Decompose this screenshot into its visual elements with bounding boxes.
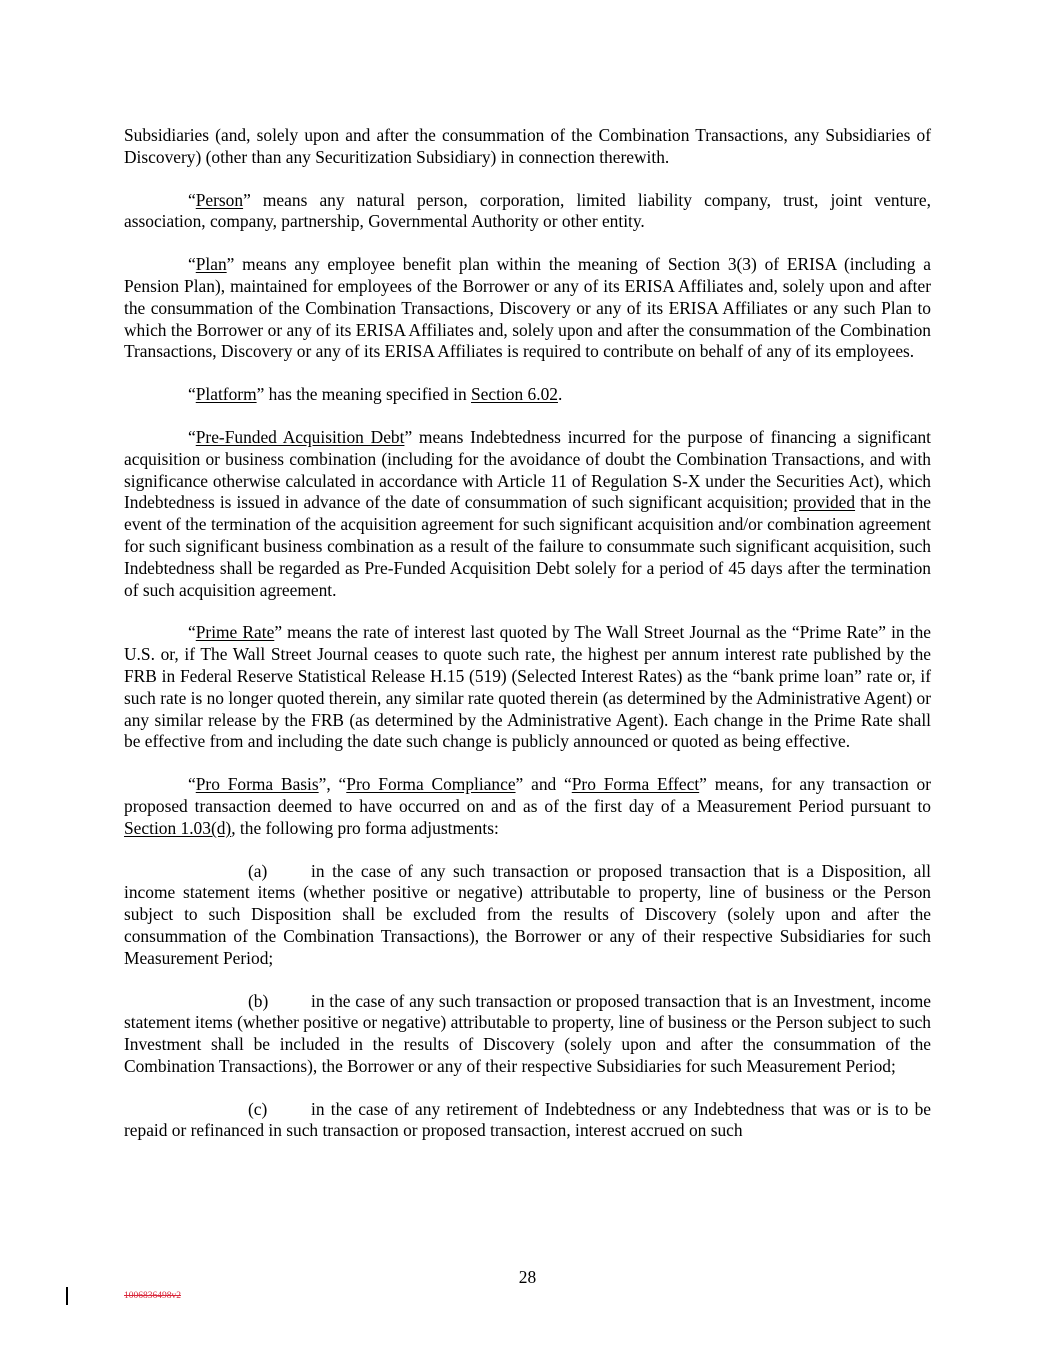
definition-prime-rate — [124, 622, 931, 753]
defined-term-plan: Plan — [195, 254, 227, 275]
clause-label: (b) — [248, 990, 269, 1011]
clause-label: (a) — [248, 860, 268, 881]
defined-term-platform: Platform — [195, 384, 257, 405]
open-quote: “ — [188, 189, 196, 210]
definition-text: ” has the meaning specified in — [256, 384, 472, 405]
definition-text: ” means the rate of interest last quoted by The Wall Street Journal as the “Prime Rate” in the U.S. or, if The Wall Street Journal ceases to quote such rate, the highest per annum interest rate published by the FRB in Federal Reserve Statistical Release H.15 (519) (Selected Interest Rates) as the “bank prime loan” rate or, if such rate is no longer quoted therein, any similar rate quoted therein (as determined by the Administrative Agent) or any similar release by the FRB (as determined by the Administrative Agent). Each change in the Prime Rate shall be effective from and including the date such change is publicly announced or quoted as being effective. — [124, 622, 931, 752]
definition-text: ” means Indebtedness incurred for the purpose of financing a significant acquisition or business combination (including for the avoidance of doubt the Combination Transactions, and with significance otherwise calculated in accordance with Article 11 of Regulation S-X under the Securities Act), which Indebtedness is issued in advance of the date of consummation of such significant acquisition; — [124, 426, 931, 513]
change-bar — [66, 1287, 68, 1305]
definition-text: ” means any employee benefit plan within the meaning of Section 3(3) of ERISA (including a Pension Plan), maintained for employees of the Borrower or any of its ERISA Affiliates and, solely upon and after the consummation of the Combination Transactions, Discovery or any of its ERISA Affiliates or any such Plan to which the Borrower or any of its ERISA Affiliates and, solely upon and after the consummation of the Combination Transactions, Discovery or any of its ERISA Affiliates is required to contribute on behalf of any of its employees. — [124, 254, 931, 362]
term-separator: ” and “ — [515, 774, 572, 795]
open-quote: “ — [188, 426, 196, 447]
page-number: 28 — [518, 1267, 537, 1287]
term-separator: ”, “ — [318, 774, 347, 795]
definition-pre-funded-acquisition-debt — [124, 427, 931, 601]
definition-end: . — [557, 384, 563, 405]
defined-term-pro-forma-basis: Pro Forma Basis — [195, 774, 319, 795]
clause-c — [124, 1099, 931, 1143]
open-quote: “ — [188, 384, 196, 405]
defined-term-person: Person — [195, 189, 244, 210]
section-reference: Section 6.02 — [471, 384, 558, 405]
defined-term-prime-rate: Prime Rate — [195, 622, 275, 643]
defined-term-pro-forma-compliance: Pro Forma Compliance — [346, 774, 516, 795]
clause-text: in the case of any such transaction or proposed transaction that is an Investment, income statement items (whether positive or negative) attributable to property, line of business or the Person subject to such Investment shall be included in the results of Discovery (solely upon and after the consummation of the Combination Transactions), the Borrower or any of their respective Subsidiaries for such Measurement Period; — [124, 990, 931, 1076]
proviso-term: provided — [793, 492, 856, 513]
definition-plan — [124, 254, 931, 363]
document-body — [124, 125, 931, 1163]
definition-person — [124, 190, 931, 234]
clause-text: in the case of any retirement of Indebtedness or any Indebtedness that was or is to be repaid or refinanced in such transaction or proposed transaction, interest accrued on such — [124, 1098, 931, 1141]
open-quote: “ — [188, 774, 196, 795]
defined-term-pre-funded-acquisition-debt: Pre-Funded Acquisition Debt — [195, 426, 405, 447]
clause-b — [124, 991, 931, 1078]
paragraph-continuation: Subsidiaries (and, solely upon and after the consummation of the Combination Transactions, any Subsidiaries of Discovery) (other than any Securitization Subsidiary) in connection therewith. — [124, 125, 931, 167]
definition-pro-forma — [124, 774, 931, 839]
clause-a — [124, 861, 931, 970]
definition-text: ” means, for any transaction or proposed transaction deemed to have occurred on and as of the first day of a Measurement Period pursuant to — [124, 774, 931, 816]
clause-text: in the case of any such transaction or proposed transaction that is a Disposition, all income statement items (whether positive or negative) attributable to property, line of business or the Person subject to such Disposition shall be excluded from the results of Discovery (solely upon and after the consummation of the Combination Transactions), the Borrower or any of their respective Subsidiaries for such Measurement Period; — [124, 860, 931, 968]
clause-label: (c) — [248, 1098, 268, 1119]
definition-text-continued: that in the event of the termination of the acquisition agreement for such significant acquisition and/or combination agreement for such significant business combination as a result of the failure to consummate such significant acquisition, such Indebtedness shall be regarded as Pre-Funded Acquisition Debt solely for a period of 45 days after the termination of such acquisition agreement. — [124, 492, 931, 600]
definition-platform — [124, 384, 931, 406]
defined-term-pro-forma-effect: Pro Forma Effect — [571, 774, 700, 795]
document-id: 1006836498v2 — [124, 1291, 181, 1301]
definition-text: ” means any natural person, corporation, limited liability company, trust, joint venture, association, company, partnership, Governmental Authority or other entity. — [124, 189, 931, 232]
definition-end: , the following pro forma adjustments: — [231, 817, 499, 838]
section-reference: Section 1.03(d) — [124, 817, 232, 838]
open-quote: “ — [188, 622, 196, 643]
open-quote: “ — [188, 254, 196, 275]
